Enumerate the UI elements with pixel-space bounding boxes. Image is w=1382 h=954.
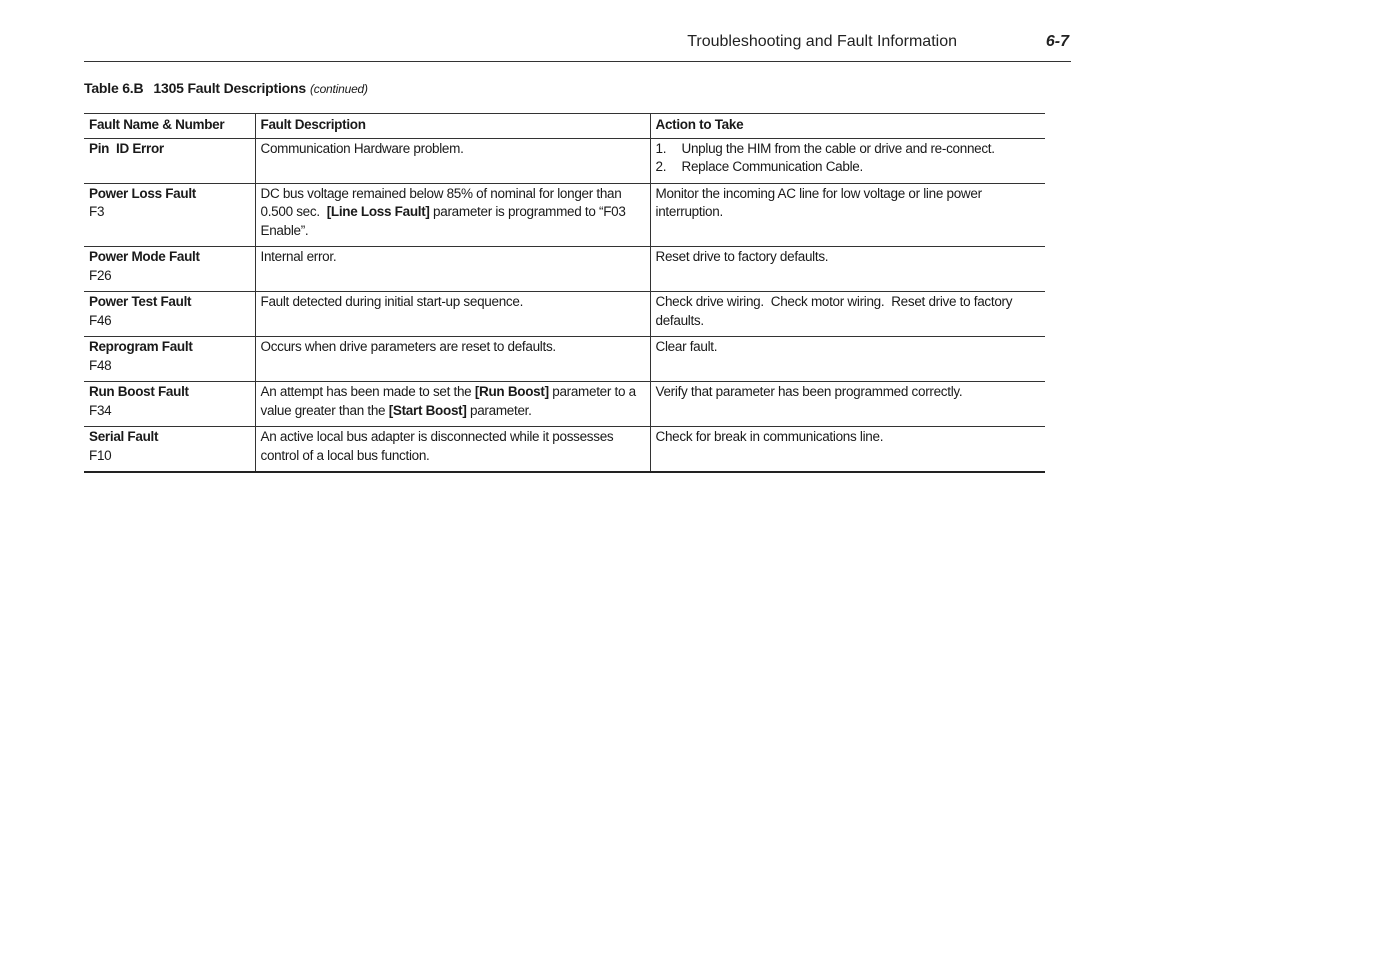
fault-name: Power Mode Fault [89,249,200,264]
parameter-reference: [Line Loss Fault] [326,204,430,219]
fault-name-cell [84,138,255,183]
fault-name-cell [84,337,255,382]
fault-name: Reprogram Fault [89,339,193,354]
fault-description-cell: Internal error. [255,247,650,292]
description-text: parameter to a value greater than the [260,384,636,418]
fault-name: Pin ID Error [89,140,164,156]
action-cell: Check drive wiring. Check motor wiring. Reset drive to factory defaults. [650,292,1045,337]
fault-code: F26 [89,267,112,283]
fault-code: F10 [89,447,112,463]
fault-name-cell [84,382,255,427]
fault-name: Power Loss Fault [89,185,196,201]
table-row [84,138,1045,183]
fault-code: F34 [89,402,112,418]
fault-name: Run Boost Fault [89,384,189,399]
fault-description-cell: An active local bus adapter is disconnected while it possesses control of a local bus function. [255,427,650,473]
description-text: An attempt has been made to set the [260,384,475,399]
action-step-text: Replace Communication Cable. [681,159,863,174]
fault-code: F46 [89,312,112,328]
table-caption-note: (continued) [309,82,368,96]
fault-name-cell [84,247,255,292]
page-number: 6-7 [1045,33,1069,50]
table-row [84,292,1045,337]
fault-name-cell [84,427,255,473]
table-caption-title: 1305 Fault Descriptions [153,80,306,96]
fault-description-cell: Communication Hardware problem. [255,138,650,183]
fault-code: F3 [89,204,105,219]
table-caption-label: Table 6.B [84,80,144,96]
column-header-action: Action to Take [650,114,1045,139]
parameter-reference: [Run Boost] [474,384,549,399]
action-cell: Monitor the incoming AC line for low voltage or line power interruption. [650,183,1045,247]
fault-name: Serial Fault [89,429,159,444]
column-header-fault-description: Fault Description [255,114,650,139]
header-title: Troubleshooting and Fault Information [687,33,957,50]
fault-description-cell: Fault detected during initial start-up sequence. [255,292,650,337]
action-step [656,158,1041,177]
action-step [656,140,1041,159]
table-row [84,337,1045,382]
parameter-reference: [Start Boost] [388,402,467,418]
action-cell: Clear fault. [650,337,1045,382]
table-row [84,427,1045,473]
fault-code: F48 [89,357,112,373]
column-header-fault-name: Fault Name & Number [84,114,255,139]
action-step-number: 1. [655,140,667,156]
fault-name: Power Test Fault [89,294,192,309]
fault-name-cell [84,292,255,337]
action-cell: Check for break in communications line. [650,427,1045,473]
table-row [84,382,1045,427]
fault-description-cell: Occurs when drive parameters are reset to defaults. [255,337,650,382]
fault-description-cell [255,382,650,427]
action-cell: Reset drive to factory defaults. [650,247,1045,292]
action-cell [650,138,1045,183]
description-text: parameter is programmed to “F03 Enable”. [260,204,626,238]
fault-description-cell [255,183,650,247]
description-text: DC bus voltage remained below 85% of nominal for longer than 0.500 sec. [260,185,625,219]
action-step-text: Unplug the HIM from the cable or drive and re-connect. [681,140,995,156]
running-header [84,30,1071,62]
table-caption [84,80,368,96]
fault-descriptions-table [84,113,1045,473]
action-cell: Verify that parameter has been programmed correctly. [650,382,1045,427]
description-text: parameter. [466,402,532,418]
table-header-row [84,114,1045,139]
fault-name-cell [84,183,255,247]
table-row [84,183,1045,247]
action-step-number: 2. [655,159,667,174]
table-row [84,247,1045,292]
